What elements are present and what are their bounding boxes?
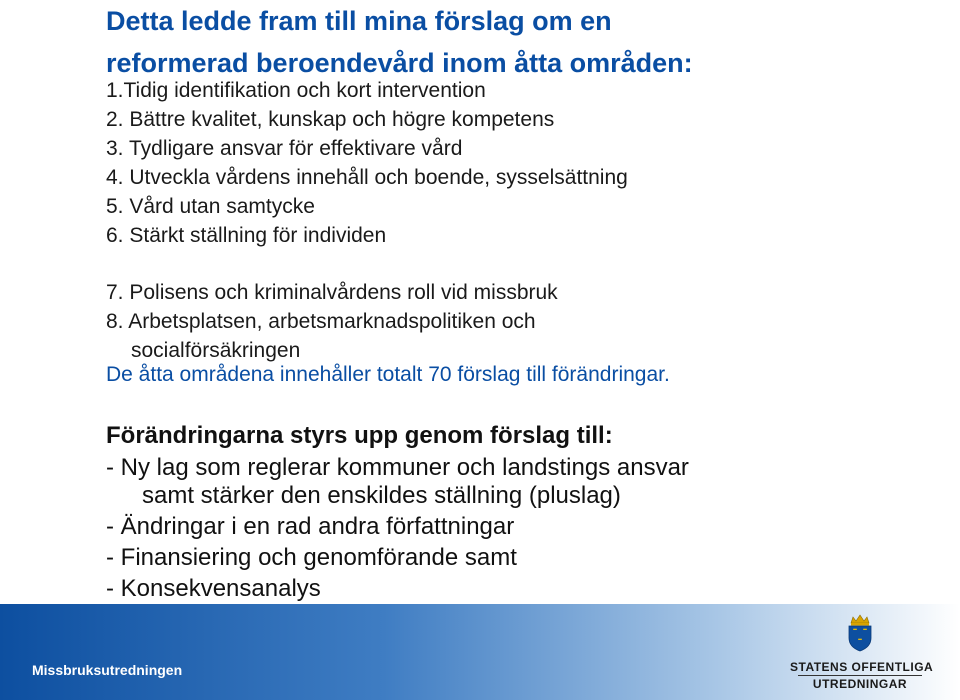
logo-text-line-2: UTREDNINGAR — [812, 677, 908, 691]
area-item-7: 7. Polisens och kriminalvårdens roll vid missbruk — [106, 281, 558, 304]
crown-shield-icon — [844, 614, 876, 652]
area-item-8-text: 8. Arbetsplatsen, arbetsmarknadspolitiken och — [106, 310, 536, 333]
area-item-3: 3. Tydligare ansvar för effektivare vård — [106, 137, 463, 160]
change-item-4: - Konsekvensanalys — [106, 575, 321, 602]
title-line-2: reformerad beroendevård inom åtta områden: — [106, 48, 693, 78]
sou-logo — [790, 614, 934, 696]
change-item-3: - Finansiering och genomförande samt — [106, 544, 517, 571]
changes-heading: Förändringarna styrs upp genom förslag till: — [106, 422, 613, 449]
summary-text: De åtta områdena innehåller totalt 70 förslag till förändringar. — [106, 363, 670, 386]
footer-label: Missbruksutredningen — [32, 662, 183, 678]
area-item-5: 5. Vård utan samtycke — [106, 195, 315, 218]
logo-divider — [798, 675, 922, 676]
change-item-1-continuation: samt stärker den enskildes ställning (pluslag) — [142, 482, 621, 509]
slide-title — [106, 0, 693, 84]
area-item-8 — [106, 307, 536, 365]
change-item-2: - Ändringar i en rad andra författningar — [106, 513, 515, 540]
area-item-1: 1.Tidig identifikation och kort intervention — [106, 79, 486, 102]
change-item-1-text: - Ny lag som reglerar kommuner och landstings ansvar — [106, 454, 689, 481]
area-item-2: 2. Bättre kvalitet, kunskap och högre kompetens — [106, 108, 555, 131]
title-line-1: Detta ledde fram till mina förslag om en — [106, 6, 612, 36]
area-item-6: 6. Stärkt ställning för individen — [106, 224, 387, 247]
footer-band — [0, 604, 960, 700]
area-item-8-continuation: socialförsäkringen — [131, 339, 301, 362]
logo-text-line-1: STATENS OFFENTLIGA — [790, 660, 934, 674]
change-item-1 — [106, 454, 689, 510]
area-item-4: 4. Utveckla vårdens innehåll och boende, sysselsättning — [106, 166, 628, 189]
